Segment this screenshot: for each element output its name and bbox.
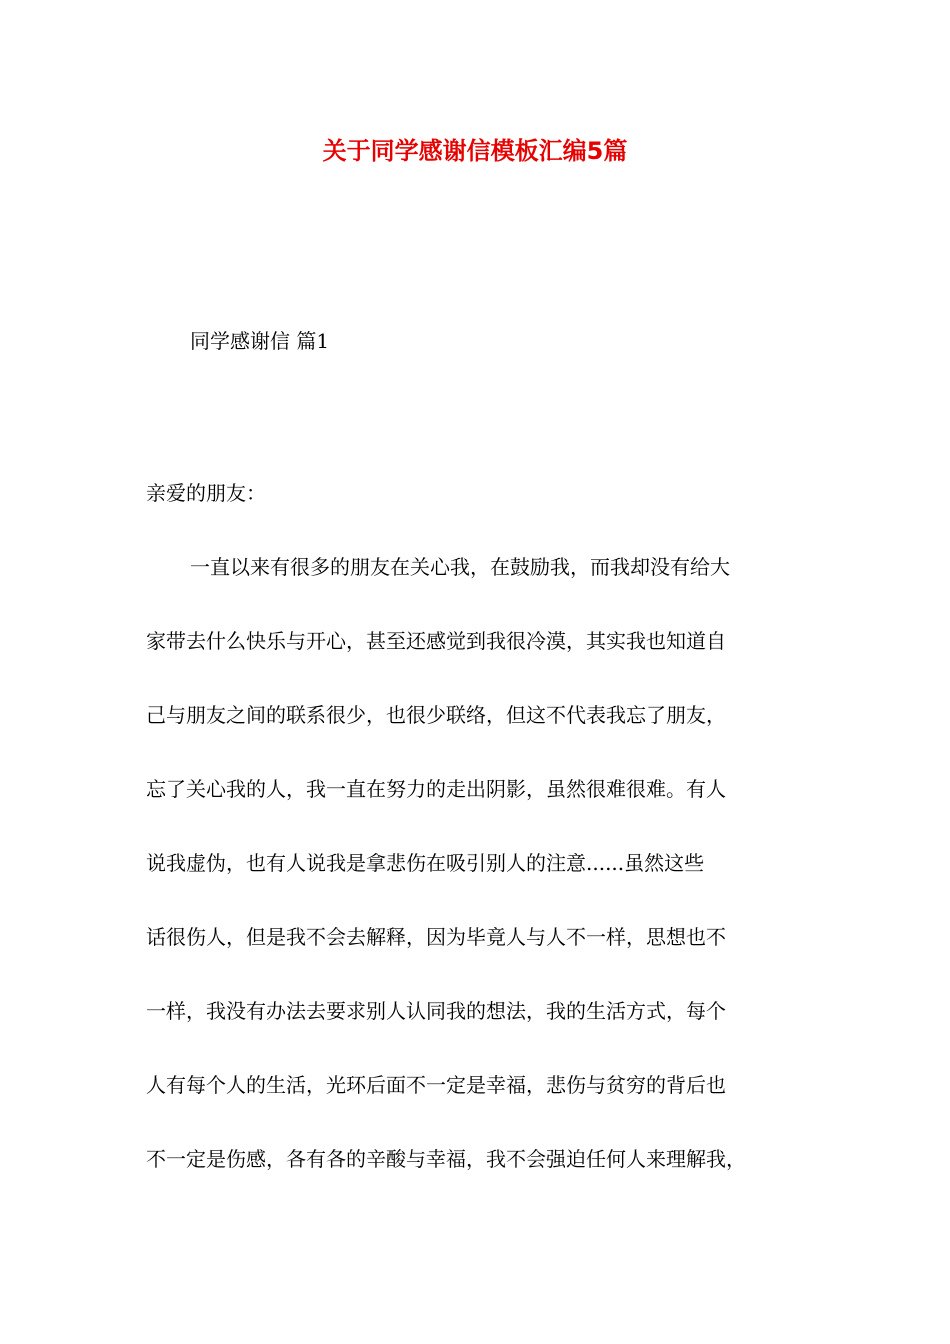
body-line: 一样，我没有办法去要求别人认同我的想法，我的生活方式，每个 bbox=[146, 999, 726, 1023]
body-line: 不一定是伤感，各有各的辛酸与幸福，我不会强迫任何人来理解我， bbox=[146, 1147, 746, 1171]
salutation: 亲爱的朋友： bbox=[146, 481, 266, 505]
body-line: 己与朋友之间的联系很少，也很少联络，但这不代表我忘了朋友， bbox=[146, 703, 726, 727]
section-heading: 同学感谢信 篇1 bbox=[190, 329, 330, 353]
body-line: 话很伤人，但是我不会去解释，因为毕竟人与人不一样，思想也不 bbox=[146, 925, 726, 949]
body-line: 说我虚伪，也有人说我是拿悲伤在吸引别人的注意......虽然这些 bbox=[146, 851, 705, 875]
body-line: 人有每个人的生活，光环后面不一定是幸福，悲伤与贫穷的背后也 bbox=[146, 1073, 726, 1097]
document-title: 关于同学感谢信模板汇编5篇 bbox=[322, 137, 628, 165]
body-line: 一直以来有很多的朋友在关心我，在鼓励我，而我却没有给大 bbox=[190, 555, 730, 579]
body-line: 忘了关心我的人，我一直在努力的走出阴影，虽然很难很难。有人 bbox=[146, 777, 726, 801]
body-line: 家带去什么快乐与开心，甚至还感觉到我很冷漠，其实我也知道自 bbox=[146, 629, 726, 653]
